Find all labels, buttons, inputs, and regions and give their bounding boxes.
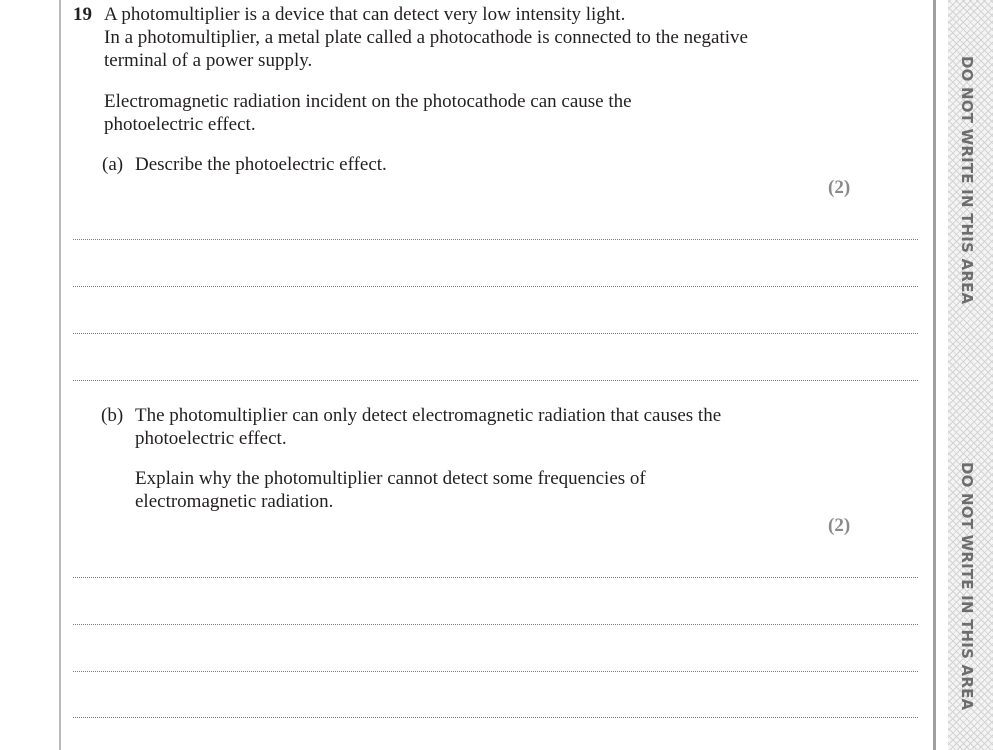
part-b-marks: (2) xyxy=(828,515,851,536)
answer-line-b-3[interactable] xyxy=(73,671,918,672)
answer-line-b-4[interactable] xyxy=(73,717,918,718)
margin-warning-bottom: DO NOT WRITE IN THIS AREA xyxy=(958,462,976,711)
answer-line-a-2[interactable] xyxy=(73,286,918,287)
margin-warning-top: DO NOT WRITE IN THIS AREA xyxy=(958,56,976,305)
part-a-marks: (2) xyxy=(828,177,851,198)
part-b-instruction-line-1: Explain why the photomultiplier cannot detect some frequencies of xyxy=(135,468,646,489)
part-b-label: (b) xyxy=(101,405,124,426)
answer-line-a-3[interactable] xyxy=(73,333,918,334)
question-context-line-1: Electromagnetic radiation incident on the photocathode can cause the xyxy=(104,91,632,112)
question-intro-line-1: A photomultiplier is a device that can detect very low intensity light. xyxy=(104,4,626,25)
left-page-border xyxy=(59,0,61,750)
part-a-text: Describe the photoelectric effect. xyxy=(135,154,387,175)
part-b-line-2: photoelectric effect. xyxy=(135,428,287,449)
question-intro-line-2: In a photomultiplier, a metal plate called a photocathode is connected to the negative xyxy=(104,27,748,48)
answer-line-a-4[interactable] xyxy=(73,380,918,381)
answer-line-b-1[interactable] xyxy=(73,577,918,578)
part-b-instruction-line-2: electromagnetic radiation. xyxy=(135,491,334,512)
right-page-border xyxy=(933,0,936,750)
question-intro-line-3: terminal of a power supply. xyxy=(104,50,313,71)
part-b-line-1: The photomultiplier can only detect electromagnetic radiation that causes the xyxy=(135,405,722,426)
answer-line-b-2[interactable] xyxy=(73,624,918,625)
part-a-label: (a) xyxy=(102,154,124,175)
question-context-line-2: photoelectric effect. xyxy=(104,114,256,135)
answer-line-a-1[interactable] xyxy=(73,239,918,240)
question-number: 19 xyxy=(73,4,92,25)
